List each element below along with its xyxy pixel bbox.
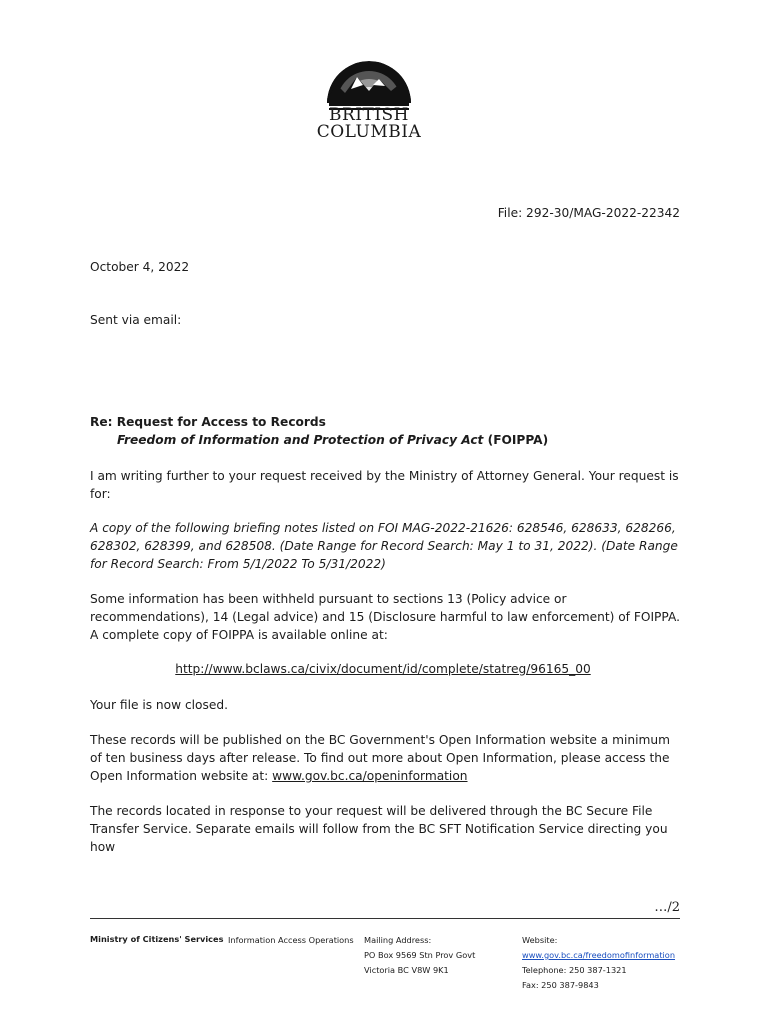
logo-text-british: BRITISH: [328, 105, 410, 125]
mailing-line-2: Victoria BC V8W 9K1: [364, 965, 449, 975]
footer-ministry: Ministry of Citizens' Services: [90, 934, 224, 944]
law-link-row: [90, 660, 676, 678]
withheld-paragraph: Some information has been withheld pursuant to sections 13 (Policy advice or recommendations), 14 (Legal advice) and 15 (Disclosure harmful to law enforcement) of FOIPPA. A complete copy of FOIPPA is available online at:: [90, 592, 680, 642]
bc-logo: [315, 45, 423, 145]
foippa-law-link[interactable]: http://www.bclaws.ca/civix/document/id/complete/statreg/96165_00: [175, 662, 591, 676]
delivery-method: Sent via email:: [90, 313, 182, 327]
footer-mailing-address: [364, 933, 475, 978]
website-label: Website:: [522, 935, 558, 945]
file-reference: File: 292-30/MAG-2022-22342: [497, 206, 680, 220]
subject-line: Re: Request for Access to Records: [90, 415, 326, 429]
subject-act: [117, 431, 548, 449]
letter-date: October 4, 2022: [90, 260, 190, 274]
footer-contact: [522, 933, 675, 993]
mailing-label: Mailing Address:: [364, 935, 432, 945]
footer-divider: [90, 918, 680, 919]
sun-mountain-icon: [315, 45, 423, 113]
act-abbrev: (FOIPPA): [483, 433, 549, 447]
delivery-note-paragraph: The records located in response to your request will be delivered through the BC Secure File Transfer Service. Separate emails will follow from the BC SFT Notification Service directing you how: [90, 804, 668, 854]
footer-branch: Information Access Operations: [228, 935, 354, 945]
publish-paragraph: [90, 731, 680, 785]
foi-website-link[interactable]: www.gov.bc.ca/freedomofinformation: [522, 950, 676, 960]
page-continuation-marker: …/2: [654, 900, 680, 915]
request-description: A copy of the following briefing notes listed on FOI MAG-2022-21626: 628546, 628633, 628266, 628302, 628399, and 628508. (Date Range for Record Search: May 1 to 31, 2022). (Date Range for Record Search: From 5/1/2022 To 5/31/2022): [90, 521, 678, 571]
intro-paragraph: I am writing further to your request received by the Ministry of Attorney General. Your request is for:: [90, 469, 679, 501]
publish-text: These records will be published on the BC Government's Open Information website a minimum of ten business days after release. To find out more about Open Information, please access the Open Information website at:: [90, 733, 670, 783]
act-name: Freedom of Information and Protection of Privacy Act: [117, 433, 484, 447]
logo-text-columbia: COLUMBIA: [316, 122, 422, 142]
footer-telephone: Telephone: 250 387-1321: [522, 965, 627, 975]
file-closed-notice: Your file is now closed.: [90, 698, 228, 712]
mailing-line-1: PO Box 9569 Stn Prov Govt: [364, 950, 476, 960]
footer-fax: Fax: 250 387-9843: [522, 980, 599, 990]
open-information-link[interactable]: www.gov.bc.ca/openinformation: [272, 769, 468, 783]
